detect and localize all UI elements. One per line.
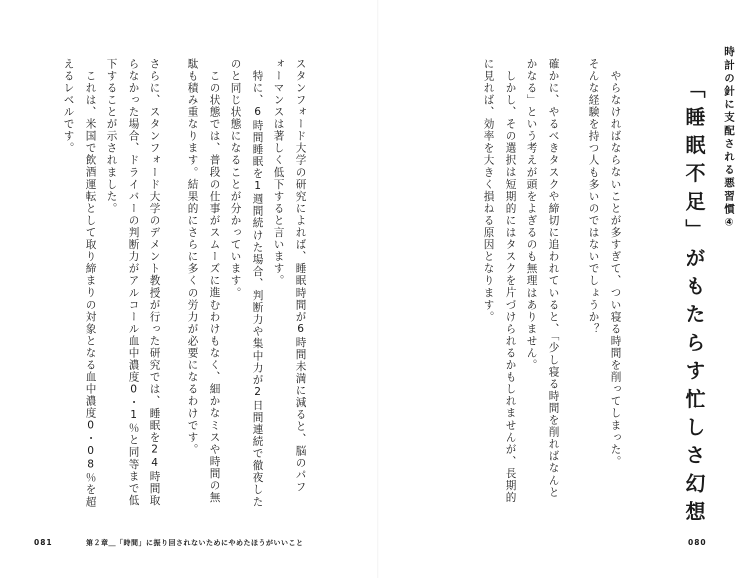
page-number-left: 081 (34, 538, 53, 547)
page-number-right: 080 (688, 538, 707, 547)
body-line: 駄も積み重なります。結果的にさらに多くの労力が必要になるわけです。 (186, 58, 199, 456)
body-line: に見れば、効率を大きく損ねる原因となります。 (482, 58, 495, 324)
body-line: 下することが示されました。 (105, 58, 118, 215)
body-line: 特に、6時間睡眠を1週間続けた場合、判断力や集中力が2日間連続で徹夜した (251, 70, 264, 508)
body-line: かなる」という考えが頭をよぎるのも無理はありません。 (525, 58, 538, 372)
body-line: えるレベルです。 (62, 58, 75, 155)
page-gutter (377, 0, 379, 578)
body-line: しかし、その選択は短期的にはタスクを片づけられるかもしれませんが、長期的 (504, 70, 517, 504)
body-line: やらなければならないことが多すぎて、つい寝る時間を削ってしまった。 (609, 70, 622, 468)
body-line: のと同じ状態になることが分かっています。 (229, 58, 242, 299)
chapter-title: 「睡眠不足」がもたらす忙しさ幻想 (682, 78, 706, 530)
body-line: この状態では、普段の仕事がスムーズに進むわけもなく、細かなミスや時間の無 (208, 70, 221, 504)
body-line: そんな経験を持つ人も多いのではないでしょうか？ (587, 58, 600, 336)
body-line: らなかった場合、ドライバーの判断力がアルコール血中濃度0・1％と同等まで低 (127, 58, 140, 507)
section-header: 時計の針に支配される悪習慣④ (723, 46, 735, 231)
body-line: スタンフォード大学の研究によれば、睡眠時間が6時間未満に減ると、脳のパフ (294, 58, 307, 494)
body-line: 確かに、やるべきタスクや締切に追われていると、「少し寝る時間を削ればなんと (547, 58, 560, 499)
body-line: これは、米国で飲酒運転として取り締まりの対象となる血中濃度0・08％を超 (84, 70, 97, 508)
body-line: さらに、スタンフォード大学のデメント教授が行った研究では、睡眠を24時間取 (148, 58, 161, 507)
body-line: ォーマンスは著しく低下すると言います。 (272, 58, 285, 287)
running-head: 第２章＿「時間」に振り回されないためにやめたほうがいいこと (86, 539, 304, 547)
